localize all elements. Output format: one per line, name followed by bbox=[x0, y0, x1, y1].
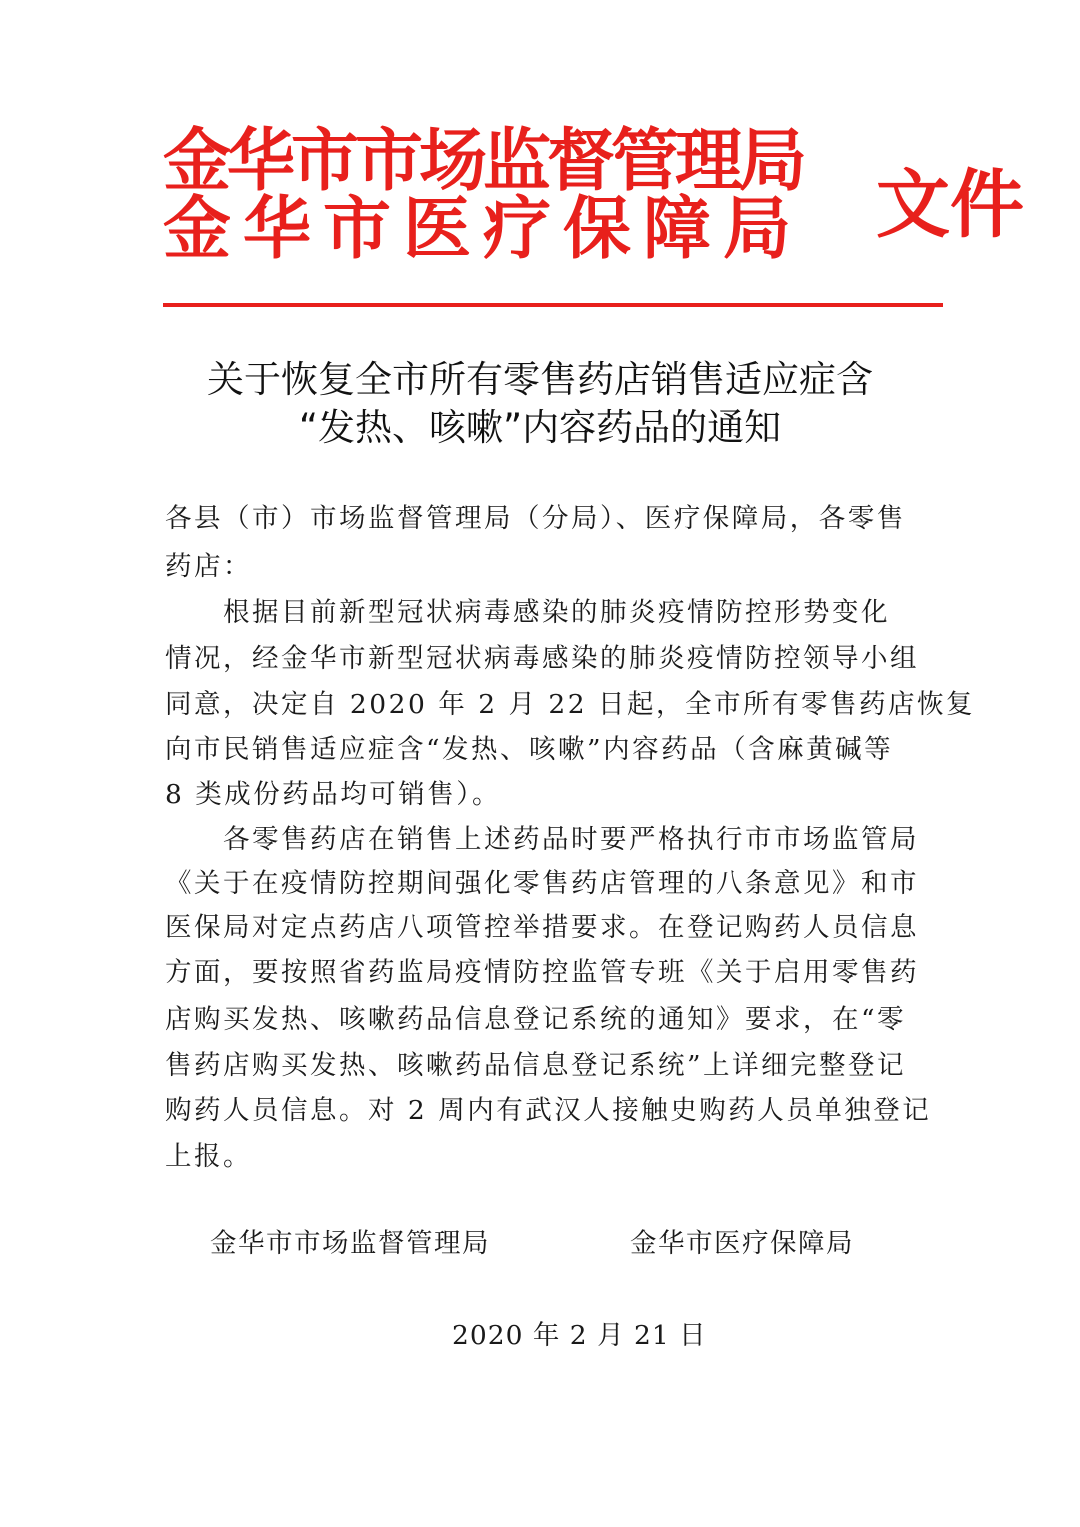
signature-market-supervision: 金华市市场监督管理局 bbox=[210, 1228, 490, 1259]
document-type-label: 文件 bbox=[876, 162, 1024, 248]
body-text-line: 医保局对定点药店八项管控举措要求。在登记购药人员信息 bbox=[165, 912, 919, 943]
body-text-line: 售药店购买发热、咳嗽药品信息登记系统”上详细完整登记 bbox=[165, 1050, 907, 1081]
body-text-line: 同意，决定自 2020 年 2 月 22 日起，全市所有零售药店恢复 bbox=[165, 689, 976, 720]
issue-date: 2020 年 2 月 21 日 bbox=[452, 1320, 707, 1351]
body-text-line: 店购买发热、咳嗽药品信息登记系统的通知》要求，在“零 bbox=[165, 1004, 907, 1035]
body-text-line: 各零售药店在销售上述药品时要严格执行市市场监管局 bbox=[165, 824, 919, 855]
signature-medical-security: 金华市医疗保障局 bbox=[630, 1228, 854, 1259]
body-text-line: 上报。 bbox=[165, 1141, 252, 1172]
document-title-line-2: “发热、咳嗽”内容药品的通知 bbox=[298, 406, 782, 449]
body-text-line: 8 类成份药品均可销售）。 bbox=[165, 779, 502, 810]
issuer-name-market-supervision: 金华市市场监督管理局 bbox=[163, 122, 804, 201]
body-text-line: 《关于在疫情防控期间强化零售药店管理的八条意见》和市 bbox=[165, 868, 919, 899]
red-divider-line bbox=[163, 303, 943, 307]
body-text-line: 各县（市）市场监督管理局（分局）、医疗保障局，各零售 bbox=[165, 503, 906, 534]
body-text-line: 药店： bbox=[165, 551, 252, 582]
body-text-line: 购药人员信息。对 2 周内有武汉人接触史购药人员单独登记 bbox=[165, 1095, 932, 1126]
body-text-line: 情况，经金华市新型冠状病毒感染的肺炎疫情防控领导小组 bbox=[165, 643, 919, 674]
issuer-name-medical-security: 金华市医疗保障局 bbox=[163, 190, 804, 269]
body-text-line: 向市民销售适应症含“发热、咳嗽”内容药品（含麻黄碱等 bbox=[165, 734, 894, 765]
document-title-line-1: 关于恢复全市所有零售药店销售适应症含 bbox=[207, 358, 873, 401]
body-text-line: 根据目前新型冠状病毒感染的肺炎疫情防控形势变化 bbox=[165, 597, 890, 628]
body-text-line: 方面，要按照省药监局疫情防控监管专班《关于启用零售药 bbox=[165, 957, 919, 988]
